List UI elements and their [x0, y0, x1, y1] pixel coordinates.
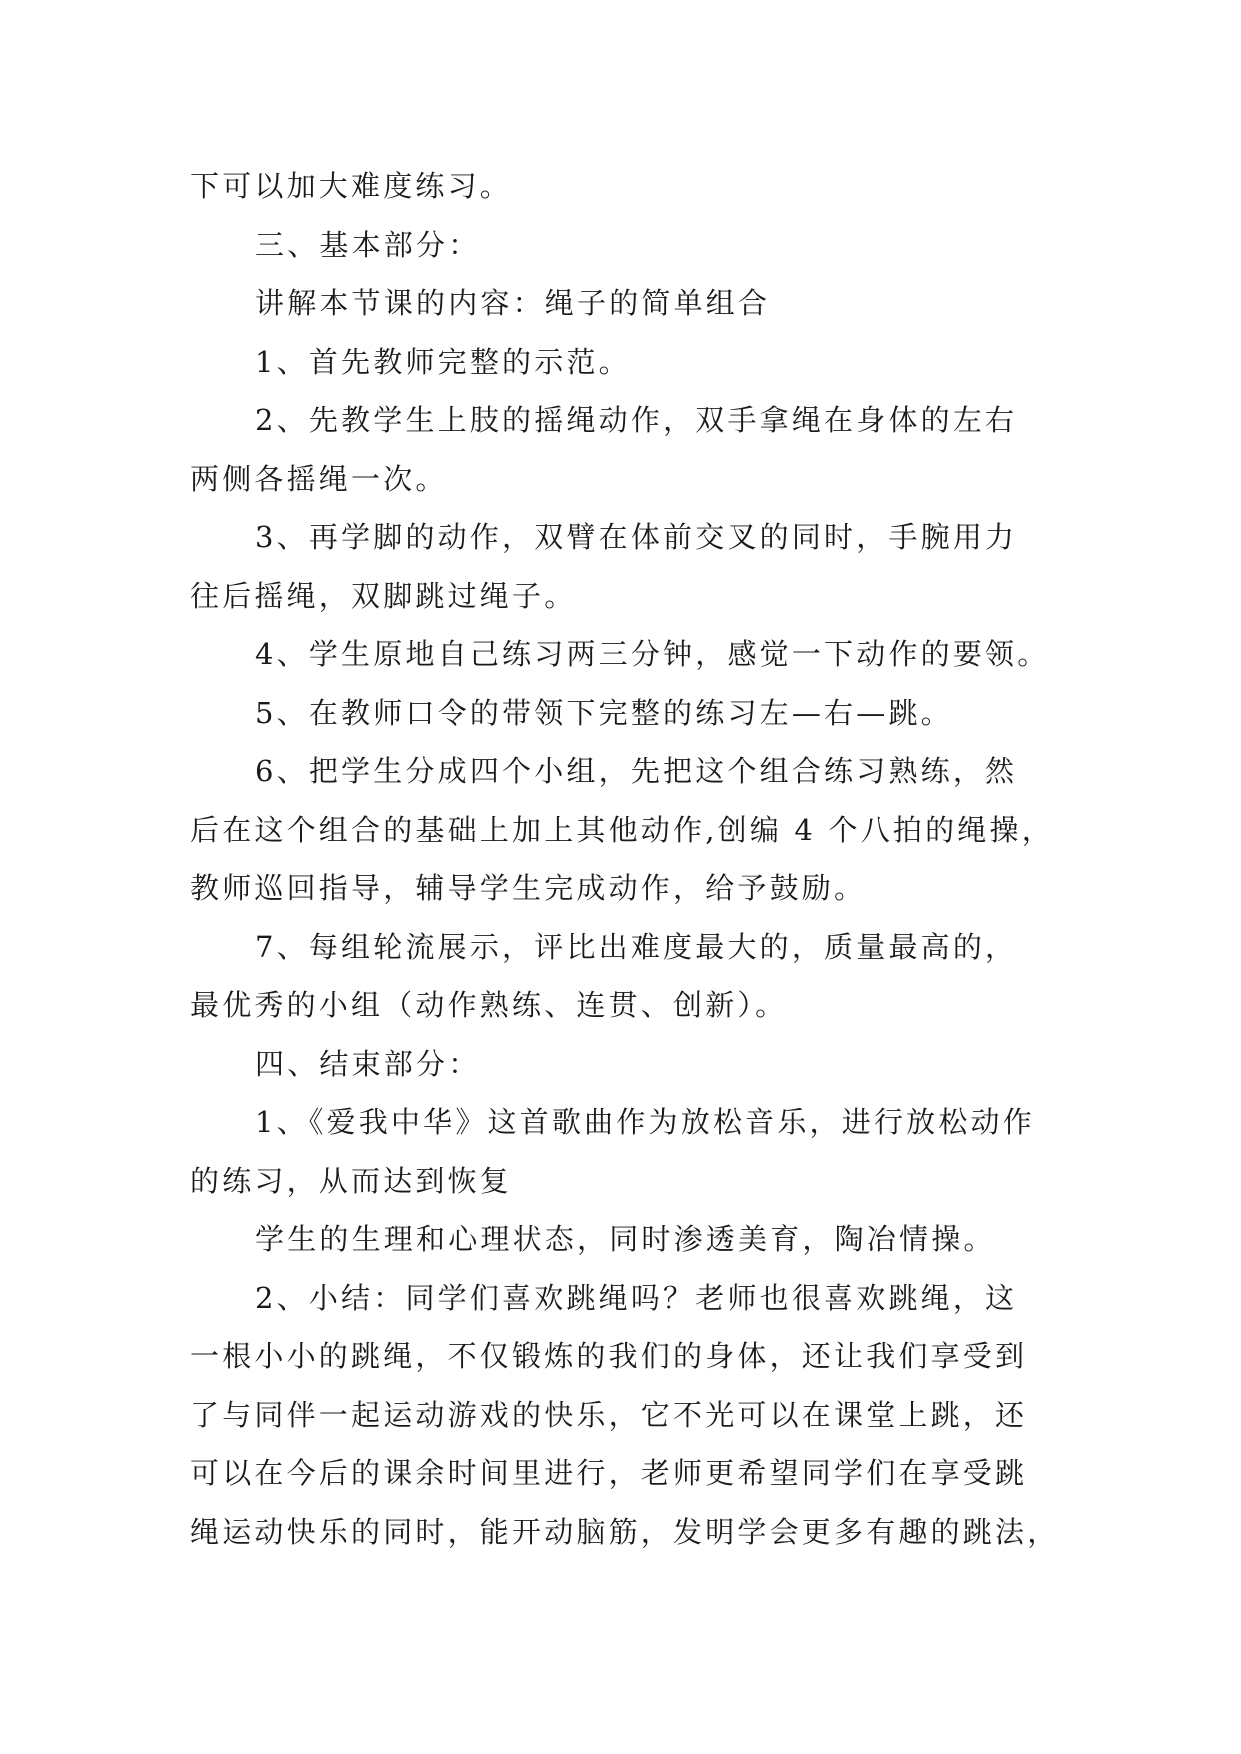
text-line: 一根小小的跳绳，不仅锻炼的我们的身体，还让我们享受到: [190, 1339, 1028, 1373]
text-line: 绳运动快乐的同时，能开动脑筋，发明学会更多有趣的跳法，: [190, 1514, 1060, 1549]
list-item: 1、《爱我中华》这首歌曲作为放松音乐，进行放松动作: [255, 1105, 1035, 1139]
list-item: 2、小结：同学们喜欢跳绳吗？老师也很喜欢跳绳，这: [255, 1280, 1018, 1315]
list-item: 3、再学脚的动作，双臂在体前交叉的同时，手腕用力: [255, 520, 1018, 554]
text-line: 后在这个组合的基础上加上其他动作,创编 4 个八拍的绳操，: [190, 812, 1054, 847]
list-item: 1、首先教师完整的示范。: [255, 344, 631, 379]
text-line: 下可以加大难度练习。: [190, 169, 513, 203]
text-line: 学生的生理和心理状态，同时渗透美育，陶冶情操。: [255, 1222, 996, 1256]
text-line: 往后摇绳，双脚跳过绳子。: [190, 578, 577, 613]
text-line: 教师巡回指导，辅导学生完成动作，给予鼓励。: [190, 871, 867, 905]
list-item: 2、先教学生上肢的摇绳动作，双手拿绳在身体的左右: [255, 403, 1018, 437]
text-line: 的练习，从而达到恢复: [190, 1163, 513, 1198]
section-heading-basic: 三、基本部分：: [255, 227, 481, 262]
text-line: 最优秀的小组（动作熟练、连贯、创新）。: [190, 988, 788, 1022]
text-line: 可以在今后的课余时间里进行，老师更希望同学们在享受跳: [190, 1456, 1028, 1490]
text-line: 两侧各摇绳一次。: [190, 461, 448, 496]
list-item: 6、把学生分成四个小组，先把这个组合练习熟练，然: [255, 754, 1018, 788]
text-line: 了与同伴一起运动游戏的快乐，它不光可以在课堂上跳，还: [190, 1397, 1028, 1432]
list-item: 7、每组轮流展示，评比出难度最大的，质量最高的，: [255, 929, 1018, 964]
list-item: 5、在教师口令的带领下完整的练习左—右—跳。: [255, 695, 953, 730]
document-body: [190, 157, 1070, 1561]
list-item: 4、学生原地自己练习两三分钟，感觉一下动作的要领。: [255, 637, 1050, 671]
text-line: 讲解本节课的内容：绳子的简单组合: [255, 286, 771, 320]
section-heading-ending: 四、结束部分：: [255, 1046, 481, 1081]
